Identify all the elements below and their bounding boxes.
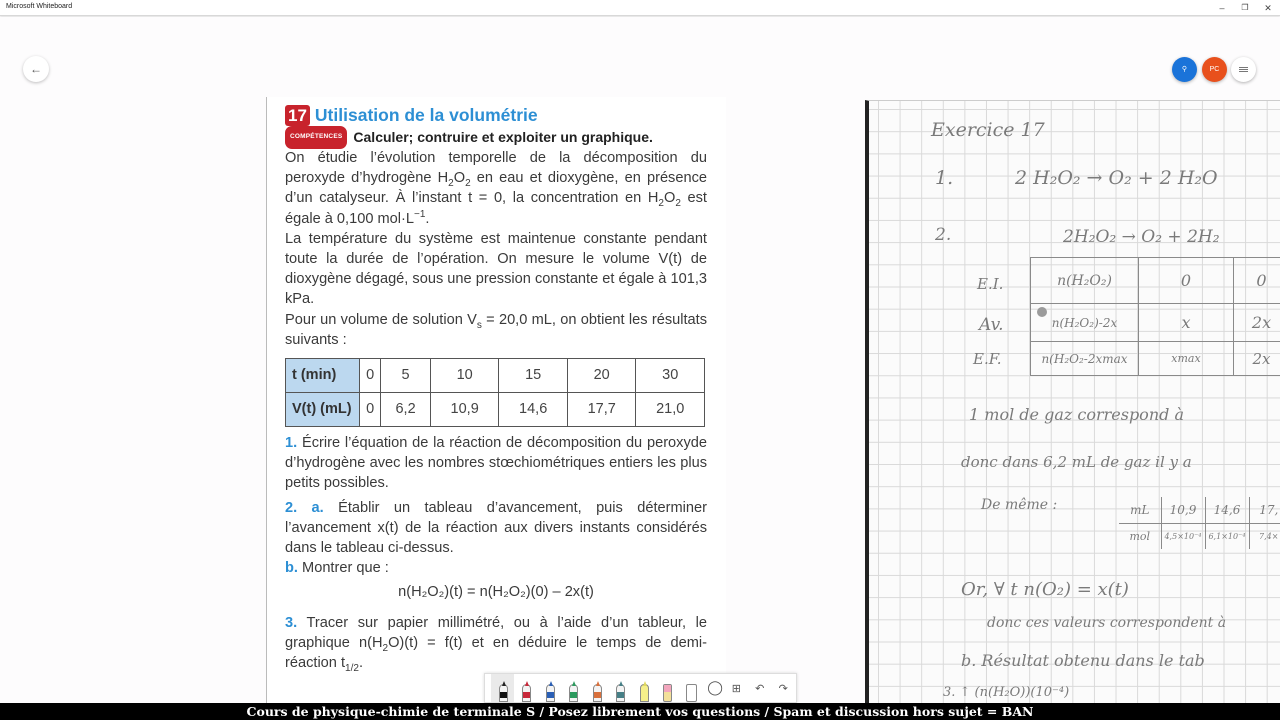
pen-icon	[546, 684, 555, 702]
note-cell: 10,9	[1161, 497, 1205, 523]
exercise-header	[285, 103, 707, 127]
note-title: Exercice 17	[931, 119, 1045, 141]
formula: n(H₂O₂)(t) = n(H₂O₂)(0) – 2x(t)	[398, 584, 594, 601]
pen-icon	[569, 684, 578, 702]
lasso-icon: ◯	[707, 679, 723, 695]
undo-icon: ↶	[755, 683, 765, 695]
avatar-pc[interactable]	[1202, 57, 1227, 82]
competences-line	[285, 127, 707, 148]
row-header: t (min)	[286, 359, 360, 393]
table-cell: 30	[636, 359, 705, 393]
note-line-3: 1 mol de gaz correspond à	[969, 405, 1184, 424]
inking-toolbar	[484, 673, 797, 703]
note-row-label: Av.	[979, 315, 1004, 335]
table-row	[286, 393, 705, 427]
note-line-1-num: 1.	[935, 167, 954, 189]
note-cell: 0	[1234, 258, 1280, 304]
settings-menu-button[interactable]	[1231, 57, 1256, 82]
note-line-2-num: 2.	[935, 225, 952, 245]
note-cell: n(H₂O₂-2xmax	[1031, 342, 1139, 376]
restore-button[interactable]: ❐	[1241, 3, 1249, 12]
pen-icon	[499, 684, 508, 702]
table-row	[286, 359, 705, 393]
temperature-paragraph: La température du système est maintenue constante pendant toute la durée de l’opération. On mesure le volume V(t) de dioxygène dégagé, sous une pression constante et égale à 101,3 kPa.	[285, 230, 707, 308]
hamburger-icon	[1239, 67, 1248, 68]
close-button[interactable]: ✕	[1264, 3, 1272, 13]
handwritten-notes-image[interactable]	[865, 100, 1280, 703]
orange-pen-button[interactable]	[585, 674, 608, 702]
textbook-page-image[interactable]	[266, 97, 726, 703]
intro-paragraph: On étudie l’évolution temporelle de la décomposition du peroxyde d’hydrogène $H_2O_2$ en eau et dioxygène, en présence d’un catalyseur. À l’instant t = 0, la concentration en $H_2O_2$ est égale à 0,100 $mol\cdot L^{-1}$.	[285, 150, 707, 227]
window-title: Microsoft Whiteboard	[6, 3, 73, 10]
laser-pointer-dot	[1037, 307, 1047, 317]
add-button[interactable]	[726, 674, 749, 702]
stream-caption-banner: Cours de physique-chimie de terminale S / Posez librement vos questions / Spam et discussion hors sujet = BAN	[0, 703, 1280, 720]
highlighter-button[interactable]	[632, 674, 655, 702]
question-2a: 2. a. Établir un tableau d’avancement, puis déterminer l’avancement x(t) de la réaction aux divers instants considérés dans le tableau ci-dessus.	[285, 499, 707, 557]
note-progress-table	[1030, 257, 1280, 376]
note-row-label: E.F.	[973, 350, 1002, 368]
note-cell: mL	[1119, 497, 1161, 523]
pen-icon	[616, 684, 625, 702]
note-equation-1: 2 H₂O₂ → O₂ + 2 H₂O	[1015, 167, 1218, 189]
volume-paragraph: Pour un volume de solution $V_s = 20,0$ mL, on obtient les résultats suivants :	[285, 311, 707, 348]
hamburger-icon-line	[1239, 69, 1248, 70]
exercise-title: Utilisation de la volumétrie	[314, 104, 538, 125]
table-cell: 20	[567, 359, 636, 393]
table-cell: 15	[499, 359, 568, 393]
table-cell: 5	[381, 359, 431, 393]
highlighter-icon	[640, 684, 649, 702]
red-pen-button[interactable]	[514, 674, 537, 702]
note-cell: 0	[1139, 258, 1234, 304]
results-table	[285, 358, 705, 427]
ruler-button[interactable]	[679, 674, 702, 702]
undo-button[interactable]	[749, 674, 772, 702]
note-line-7: donc ces valeurs correspondent à	[987, 615, 1227, 631]
question-3: 3. Tracer sur papier millimétré, ou à l’aide d’un tableur, le graphique $n(H_2O)(t) = f(t)$ et en déduire le temps de demi-réaction $t_{1/2}$.	[285, 614, 707, 674]
avatar-initials: PC	[1209, 66, 1220, 73]
note-line-8: b. Résultat obtenu dans le tab	[961, 651, 1205, 670]
competences-text: Calculer; contruire et exploiter un graphique.	[353, 129, 653, 146]
lasso-select-button[interactable]	[702, 674, 725, 702]
note-conversion-table	[1119, 497, 1280, 549]
note-cell: n(H₂O₂)-2x	[1031, 304, 1139, 342]
note-line-6: Or, ∀ t n(O₂) = x(t)	[961, 579, 1129, 600]
note-line-9: 3. ↑ (n(H₂O))(10⁻⁴)	[943, 685, 1070, 700]
back-button[interactable]	[23, 56, 49, 82]
note-cell: 14,6	[1205, 497, 1249, 523]
green-pen-button[interactable]	[561, 674, 584, 702]
black-pen-button[interactable]	[491, 674, 514, 702]
table-cell: 10,9	[430, 393, 499, 427]
teal-pen-button[interactable]	[608, 674, 631, 702]
table-cell: 0	[360, 359, 381, 393]
exercise-number: 17	[285, 105, 310, 126]
add-icon: ⊞	[731, 683, 741, 695]
question-2b: b. Montrer que :	[285, 560, 389, 577]
note-cell: 7,4×	[1249, 523, 1280, 549]
note-cell: n(H₂O₂)	[1031, 258, 1139, 304]
window-titlebar	[0, 0, 1280, 16]
ruler-icon	[686, 684, 697, 702]
note-row-label: E.I.	[977, 275, 1004, 293]
table-cell: 21,0	[636, 393, 705, 427]
note-cell: 4,5×10⁻⁴	[1161, 523, 1205, 549]
hamburger-icon-line	[1239, 71, 1248, 72]
person-icon: ⚲	[1181, 66, 1188, 73]
avatar-user[interactable]	[1172, 57, 1197, 82]
competences-badge: COMPÉTENCES	[285, 126, 347, 148]
note-cell: 2x	[1234, 304, 1280, 342]
pen-icon	[522, 684, 531, 702]
note-cell: 17,	[1249, 497, 1280, 523]
eraser-button[interactable]	[655, 674, 678, 702]
table-cell: 17,7	[567, 393, 636, 427]
blue-pen-button[interactable]	[538, 674, 561, 702]
note-line-4: donc dans 6,2 mL de gaz il y a	[961, 453, 1192, 471]
redo-button[interactable]	[773, 674, 796, 702]
note-cell: x	[1139, 304, 1234, 342]
note-cell: xmax	[1139, 342, 1234, 376]
note-cell: mol	[1119, 523, 1161, 549]
table-cell: 14,6	[499, 393, 568, 427]
pen-icon	[593, 684, 602, 702]
redo-icon: ↷	[778, 683, 788, 695]
note-equation-2: 2H₂O₂ → O₂ + 2H₂	[1063, 227, 1220, 247]
arrow-left-icon: ←	[30, 62, 42, 76]
minimize-button[interactable]: –	[1219, 3, 1225, 13]
table-cell: 0	[360, 393, 381, 427]
row-header: V(t) (mL)	[286, 393, 360, 427]
note-cell: 2x	[1234, 342, 1280, 376]
table-cell: 6,2	[381, 393, 431, 427]
note-line-5: De même :	[981, 497, 1058, 513]
question-1: 1. Écrire l’équation de la réaction de décomposition du peroxyde d’hydrogène avec les nombres stœchiométriques entiers les plus petits possibles.	[285, 435, 707, 492]
table-cell: 10	[430, 359, 499, 393]
eraser-icon	[663, 684, 672, 702]
note-cell: 6,1×10⁻⁴	[1205, 523, 1249, 549]
